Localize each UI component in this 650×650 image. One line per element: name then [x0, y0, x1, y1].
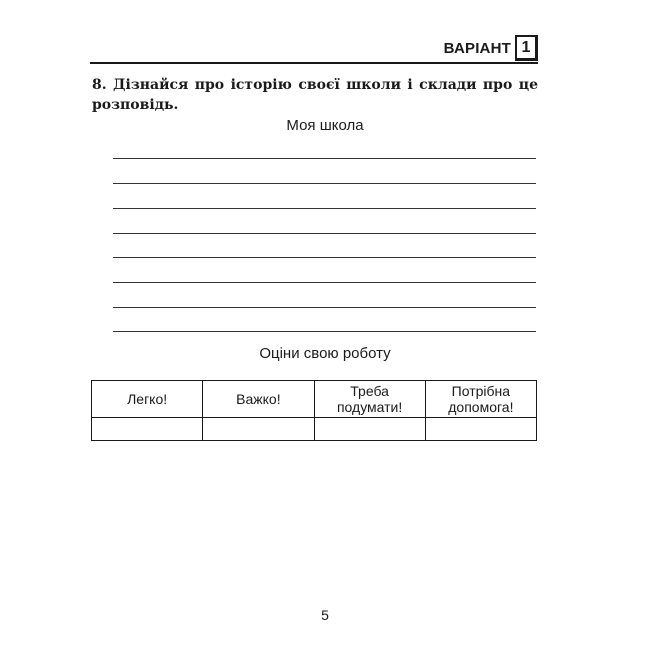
mark-cell-hard[interactable] [203, 418, 314, 441]
writing-line [113, 208, 536, 209]
assessment-options-row [92, 381, 537, 418]
mark-cell-need-help[interactable] [425, 418, 536, 441]
writing-line [113, 183, 536, 184]
variant-label: ВАРІАНТ [443, 39, 511, 57]
self-assessment-table [91, 380, 537, 441]
page-number: 5 [321, 607, 329, 623]
mark-cell-easy[interactable] [92, 418, 203, 441]
task-text: 8. Дізнайся про історію своєї школи і склади про це розповідь. [92, 77, 538, 113]
mark-cell-need-think[interactable] [314, 418, 425, 441]
writing-line [113, 282, 536, 283]
writing-title: Моя школа [286, 117, 364, 134]
writing-line [113, 331, 536, 332]
writing-line [113, 158, 536, 159]
assessment-mark-row [92, 418, 537, 441]
option-need-think: Треба подумати! [314, 381, 425, 418]
option-hard: Важко! [203, 381, 314, 418]
variant-badge [444, 35, 538, 61]
writing-line [113, 307, 536, 308]
option-need-help: Потрібна допомога! [425, 381, 536, 418]
writing-line [113, 257, 536, 258]
self-assessment-title: Оціни свою роботу [259, 345, 391, 362]
header-rule [90, 62, 538, 64]
writing-line [113, 233, 536, 234]
option-easy: Легко! [92, 381, 203, 418]
variant-number: 1 [515, 35, 538, 61]
